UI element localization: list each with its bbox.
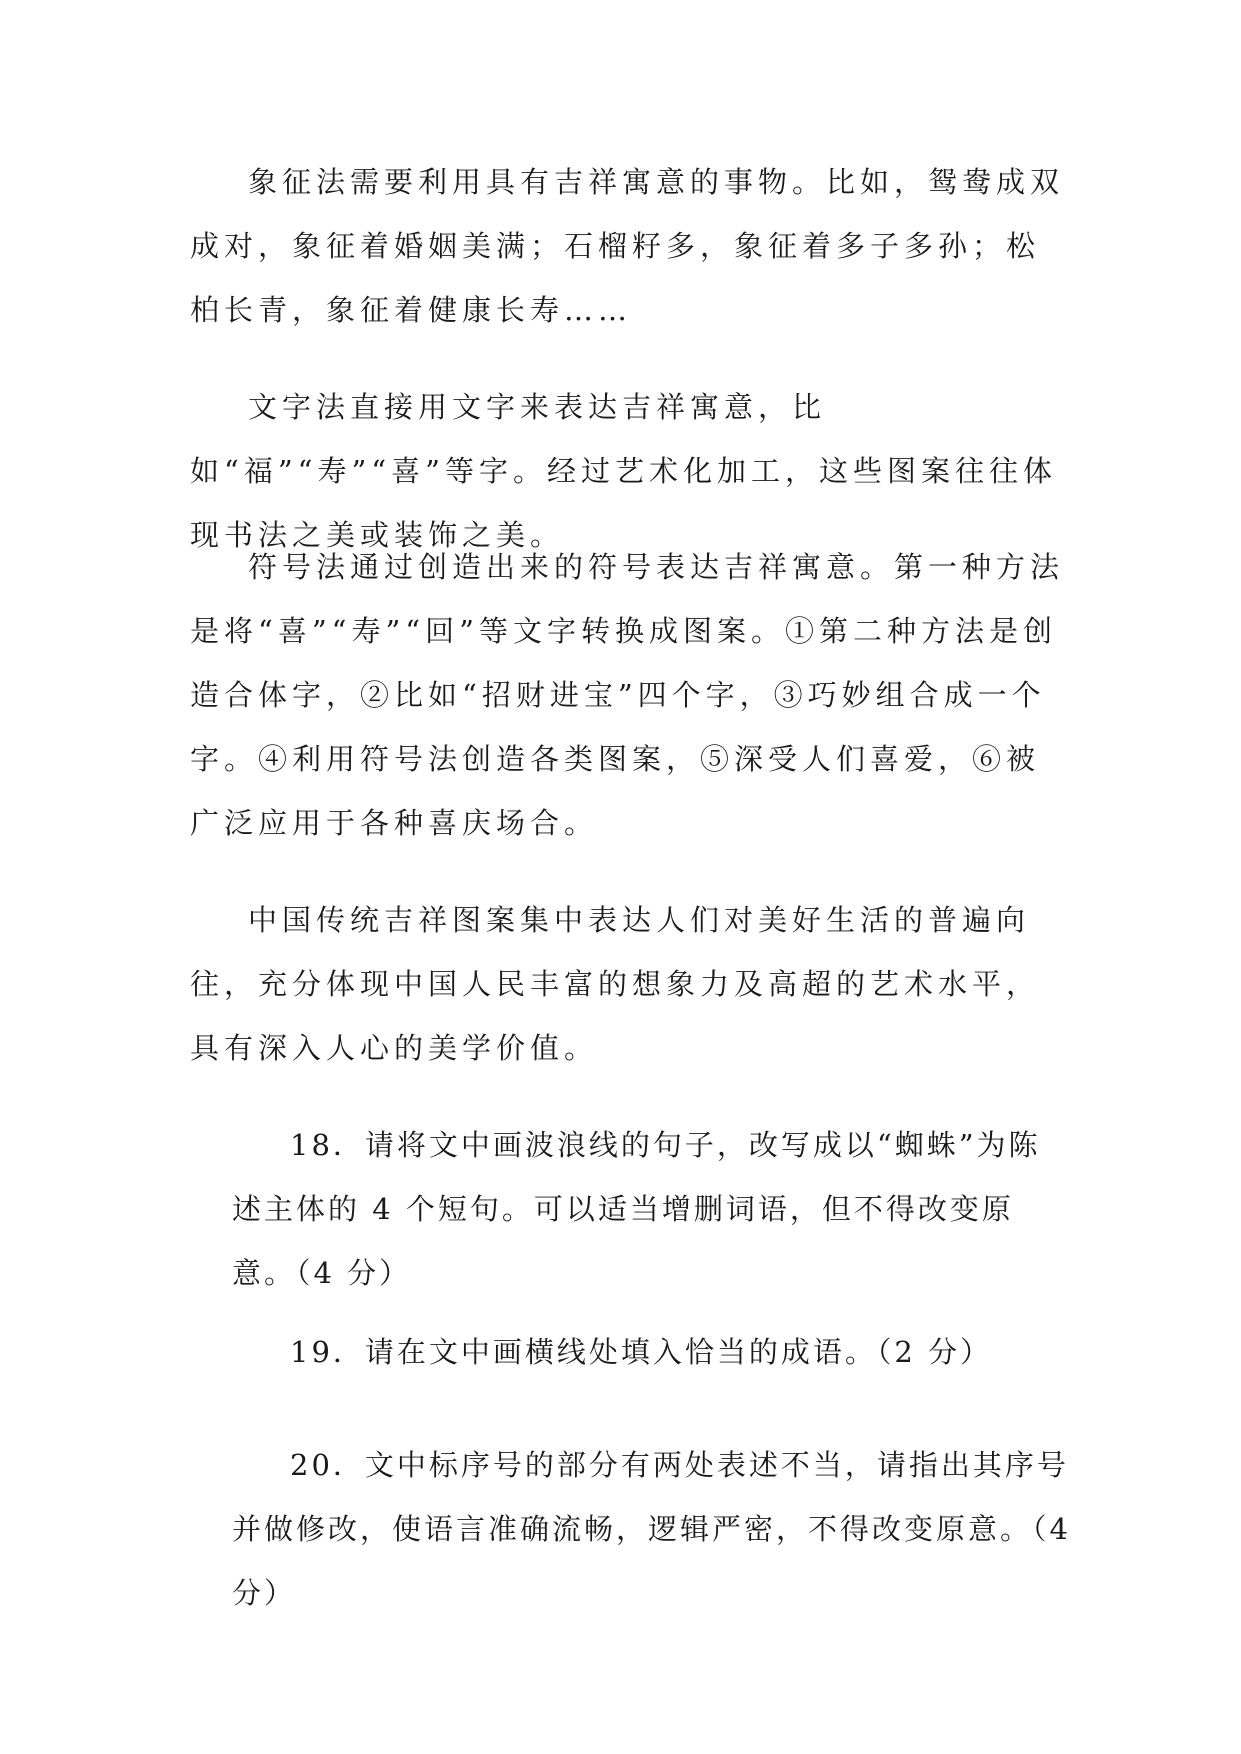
question-19: 19．请在文中画横线处填入恰当的成语。（2 分） <box>290 1335 993 1369</box>
paragraph-conclusion: 中国传统吉祥图案集中表达人们对美好生活的普遍向往，充分体现中国人民丰富的想象力及高超的艺术水平，具有深入人心的美学价值。 <box>190 903 1041 1065</box>
paragraph-symbol-method: 符号法通过创造出来的符号表达吉祥寓意。第一种方法是将“喜”“寿”“回”等文字转换成图案。①第二种方法是创造合体字，②比如“招财进宝”四个字，③巧妙组合成一个字。④利用符号法创造各类图案，⑤深受人们喜爱，⑥被广泛应用于各种喜庆场合。 <box>190 550 1065 840</box>
question-20: 20．文中标序号的部分有两处表述不当，请指出其序号并做修改，使语言准确流畅，逻辑严密，不得改变原意。（4 分） <box>232 1448 1071 1610</box>
paragraph-symbolism-method: 象征法需要利用具有吉祥寓意的事物。比如，鸳鸯成双成对，象征着婚姻美满；石榴籽多，象征着多子多孙；松柏长青，象征着健康长寿…… <box>190 165 1065 327</box>
paragraph-text-method: 文字法直接用文字来表达吉祥寓意，比如“福”“寿”“喜”等字。经过艺术化加工，这些图案往往体现书法之美或装饰之美。 <box>190 390 1057 552</box>
question-18: 18．请将文中画波浪线的句子，改写成以“蜘蛛”为陈述主体的 4 个短句。可以适当增删词语，但不得改变原意。（4 分） <box>232 1128 1041 1290</box>
